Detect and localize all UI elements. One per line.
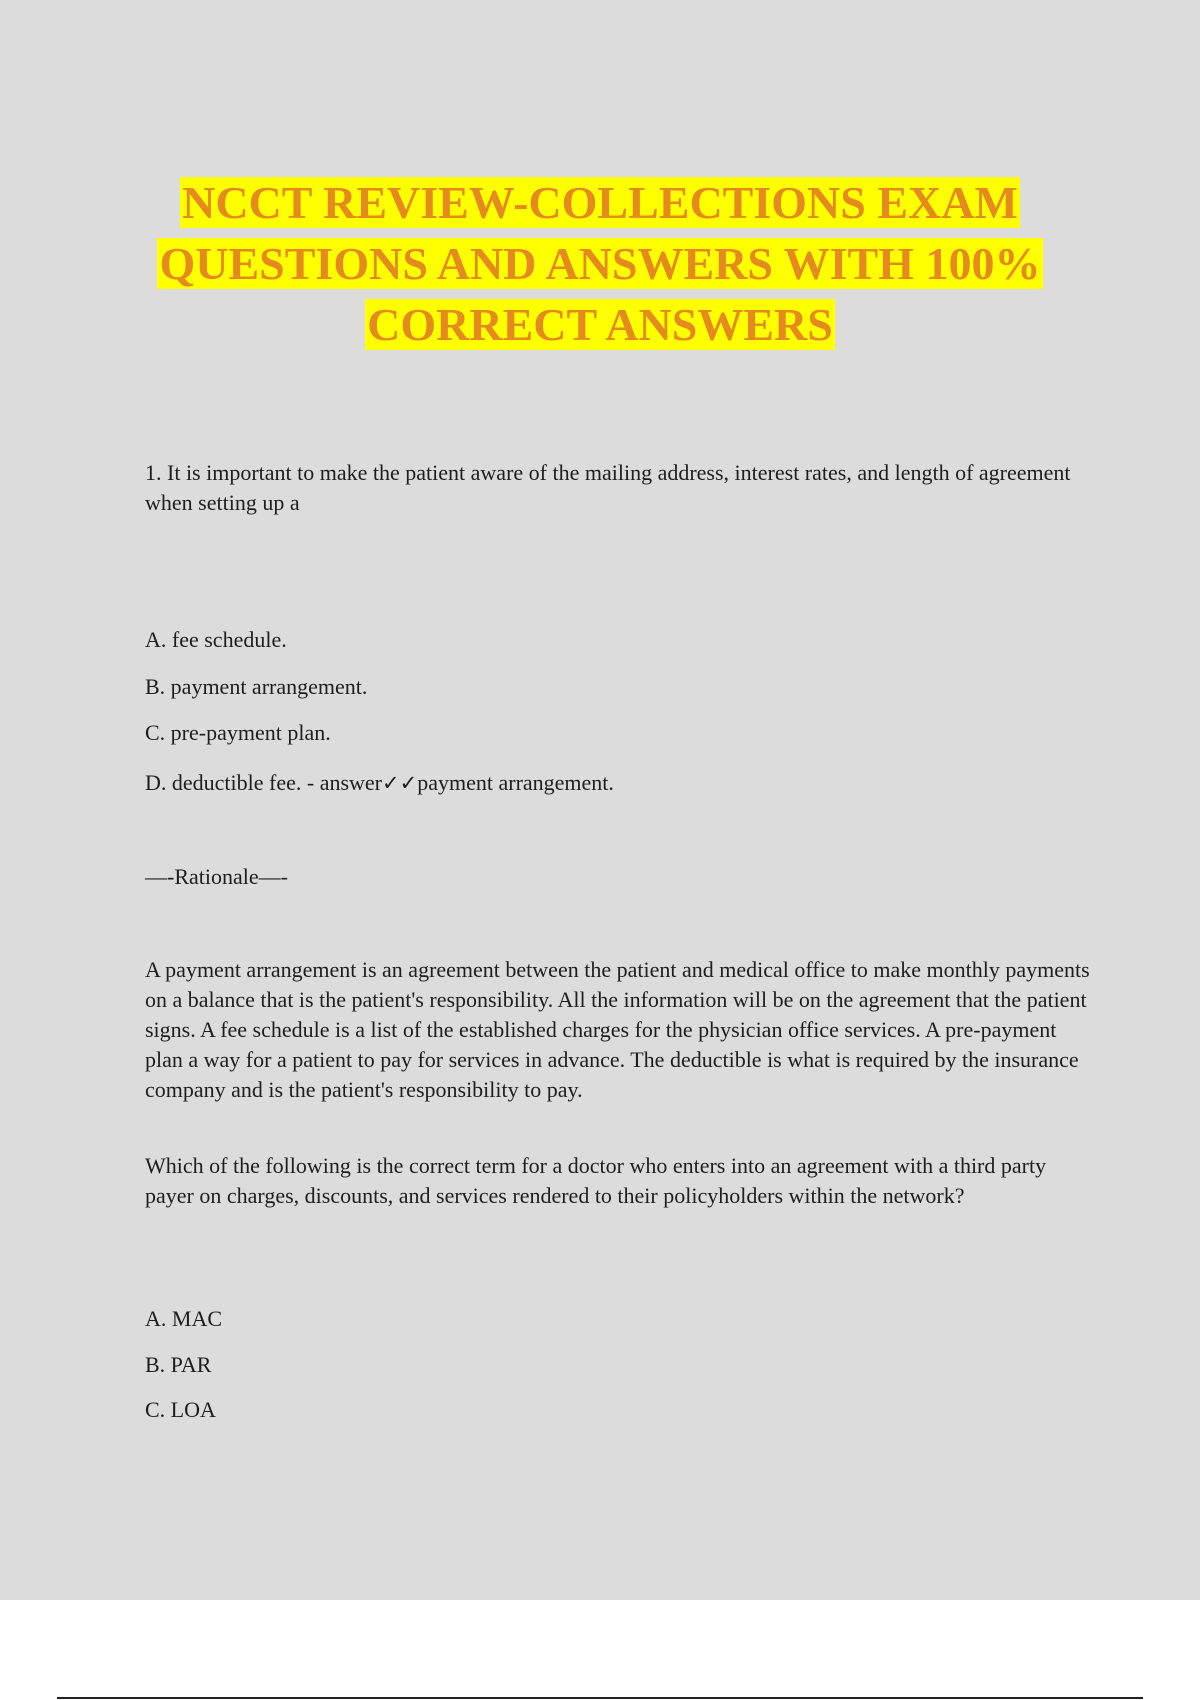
question-2-option-c: C. LOA	[145, 1397, 216, 1422]
question-2-option-b: B. PAR	[145, 1352, 212, 1377]
question-1-text: 1. It is important to make the patient aware of the mailing address, interest rates, and length of agreement when setting up a	[145, 460, 1071, 515]
question-1-option-c: C. pre-payment plan.	[145, 720, 331, 745]
footer-divider	[57, 1697, 1143, 1699]
question-2-option-a: A. MAC	[145, 1306, 223, 1331]
title-line-3: CORRECT ANSWERS	[367, 299, 833, 350]
option-d-label: D. deductible fee. - answer	[145, 770, 383, 795]
rationale-label: —-Rationale—-	[145, 864, 288, 889]
question-1-option-a: A. fee schedule.	[145, 627, 287, 652]
title-line-1: NCCT REVIEW-COLLECTIONS EXAM	[182, 177, 1018, 228]
checkmark-icon: ✓✓	[382, 771, 418, 795]
document-title	[100, 172, 1100, 355]
question-1-option-d	[145, 768, 614, 798]
question-2-text: Which of the following is the correct term for a doctor who enters into an agreement with a third party payer on charges, discounts, and services rendered to their policyholders within the network?	[145, 1153, 1047, 1208]
question-1-option-b: B. payment arrangement.	[145, 674, 368, 699]
correct-answer: payment arrangement.	[417, 770, 614, 795]
rationale-text: A payment arrangement is an agreement between the patient and medical office to make monthly payments on a balance that is the patient's responsibility. All the information will be on the agreement that the patient signs. A fee schedule is a list of the established charges for the physician office services. A pre-payment plan a way for a patient to pay for services in advance. The deductible is what is required by the insurance company and is the patient's responsibility to pay.	[145, 957, 1090, 1102]
title-line-2: QUESTIONS AND ANSWERS WITH 100%	[159, 238, 1041, 289]
